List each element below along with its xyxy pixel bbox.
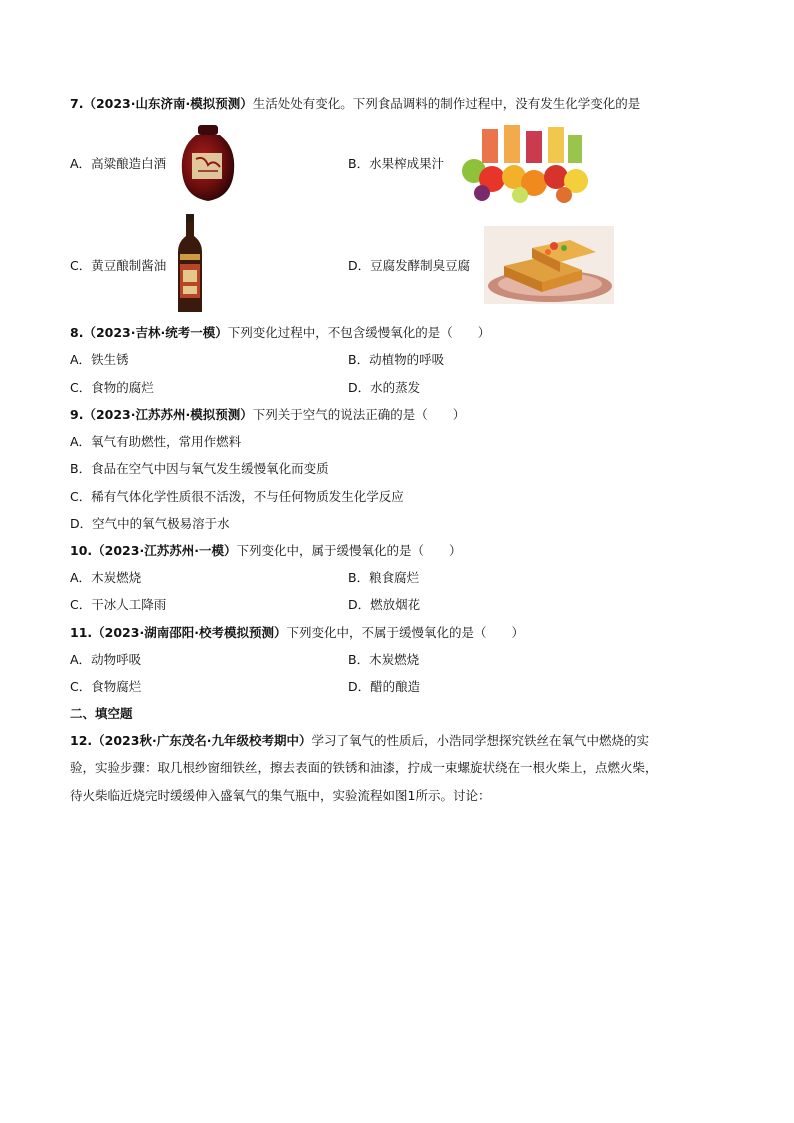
option-c: C．食物的腐烂 bbox=[70, 380, 154, 395]
question-source: （2023秋·广东茂名·九年级校考期中） bbox=[92, 733, 312, 748]
option-d: D．燃放烟花 bbox=[348, 597, 421, 612]
question-text: 下列变化过程中，不包含缓慢氧化的是（ ） bbox=[227, 325, 491, 340]
option-b: B．木炭燃烧 bbox=[348, 652, 420, 667]
option-text: 高粱酿造白酒 bbox=[91, 156, 167, 171]
option-text: 水果榨成果汁 bbox=[369, 156, 445, 171]
option-c: C．干冰人工降雨 bbox=[70, 597, 167, 612]
option-text: 豆腐发酵制臭豆腐 bbox=[370, 258, 471, 273]
option-text: 黄豆酿制酱油 bbox=[91, 258, 167, 273]
question-source: （2023·江苏苏州·模拟预测） bbox=[83, 407, 253, 422]
liquor-jar-image bbox=[176, 123, 240, 203]
question-11-stem bbox=[70, 625, 524, 641]
option-a: A．木炭燃烧 bbox=[70, 570, 142, 585]
option-b: B．动植物的呼吸 bbox=[348, 352, 445, 367]
option-key: D． bbox=[348, 258, 371, 273]
option-a: A．动物呼吸 bbox=[70, 652, 142, 667]
option-a: A．氧气有助燃性，常用作燃料 bbox=[70, 434, 242, 449]
question-number: 8. bbox=[70, 325, 84, 340]
question-7-stem bbox=[70, 96, 640, 112]
question-8-stem bbox=[70, 325, 490, 341]
option-b: B．粮食腐烂 bbox=[348, 570, 420, 585]
option-b bbox=[348, 156, 444, 172]
option-key: C． bbox=[70, 258, 92, 273]
section-heading: 二、填空题 bbox=[70, 706, 133, 721]
option-c: C．食物腐烂 bbox=[70, 679, 142, 694]
question-9-stem bbox=[70, 407, 465, 423]
question-source: （2023·湖南邵阳·校考模拟预测） bbox=[92, 625, 287, 640]
question-10-stem bbox=[70, 543, 461, 559]
fruit-juice-image bbox=[460, 123, 592, 203]
question-text: 学习了氧气的性质后，小浩同学想探究铁丝在氧气中燃烧的实 bbox=[311, 733, 649, 748]
question-text: 下列关于空气的说法正确的是（ ） bbox=[252, 407, 466, 422]
question-12-line-1 bbox=[70, 733, 649, 749]
question-12-line-3: 待火柴临近烧完时缓缓伸入盛氧气的集气瓶中，实验流程如图1所示。讨论： bbox=[70, 788, 491, 803]
option-key: B． bbox=[348, 156, 370, 171]
question-number: 9. bbox=[70, 407, 84, 422]
option-a bbox=[70, 156, 166, 172]
question-number: 12. bbox=[70, 733, 93, 748]
question-text: 生活处处有变化。下列食品调料的制作过程中，没有发生化学变化的是 bbox=[252, 96, 641, 111]
question-source: （2023·山东济南·模拟预测） bbox=[83, 96, 253, 111]
question-source: （2023·吉林·统考一模） bbox=[83, 325, 228, 340]
question-number: 11. bbox=[70, 625, 93, 640]
option-d bbox=[348, 258, 470, 274]
option-d: D．空气中的氧气极易溶于水 bbox=[70, 516, 230, 531]
option-d: D．水的蒸发 bbox=[348, 380, 421, 395]
option-a: A．铁生锈 bbox=[70, 352, 129, 367]
soy-sauce-bottle-image bbox=[176, 214, 204, 314]
question-number: 10. bbox=[70, 543, 93, 558]
option-c bbox=[70, 258, 166, 274]
question-number: 7. bbox=[70, 96, 84, 111]
question-text: 下列变化中，不属于缓慢氧化的是（ ） bbox=[286, 625, 524, 640]
stinky-tofu-image bbox=[484, 226, 614, 304]
option-c: C．稀有气体化学性质很不活泼，不与任何物质发生化学反应 bbox=[70, 489, 404, 504]
question-12-line-2: 验，实验步骤：取几根纱窗细铁丝，擦去表面的铁锈和油漆，拧成一束螺旋状绕在一根火柴上，点燃火柴， bbox=[70, 760, 658, 775]
question-text: 下列变化中，属于缓慢氧化的是（ ） bbox=[236, 543, 462, 558]
question-source: （2023·江苏苏州·一模） bbox=[92, 543, 237, 558]
option-b: B．食品在空气中因与氧气发生缓慢氧化而变质 bbox=[70, 461, 329, 476]
option-key: A． bbox=[70, 156, 92, 171]
option-d: D．醋的酿造 bbox=[348, 679, 421, 694]
